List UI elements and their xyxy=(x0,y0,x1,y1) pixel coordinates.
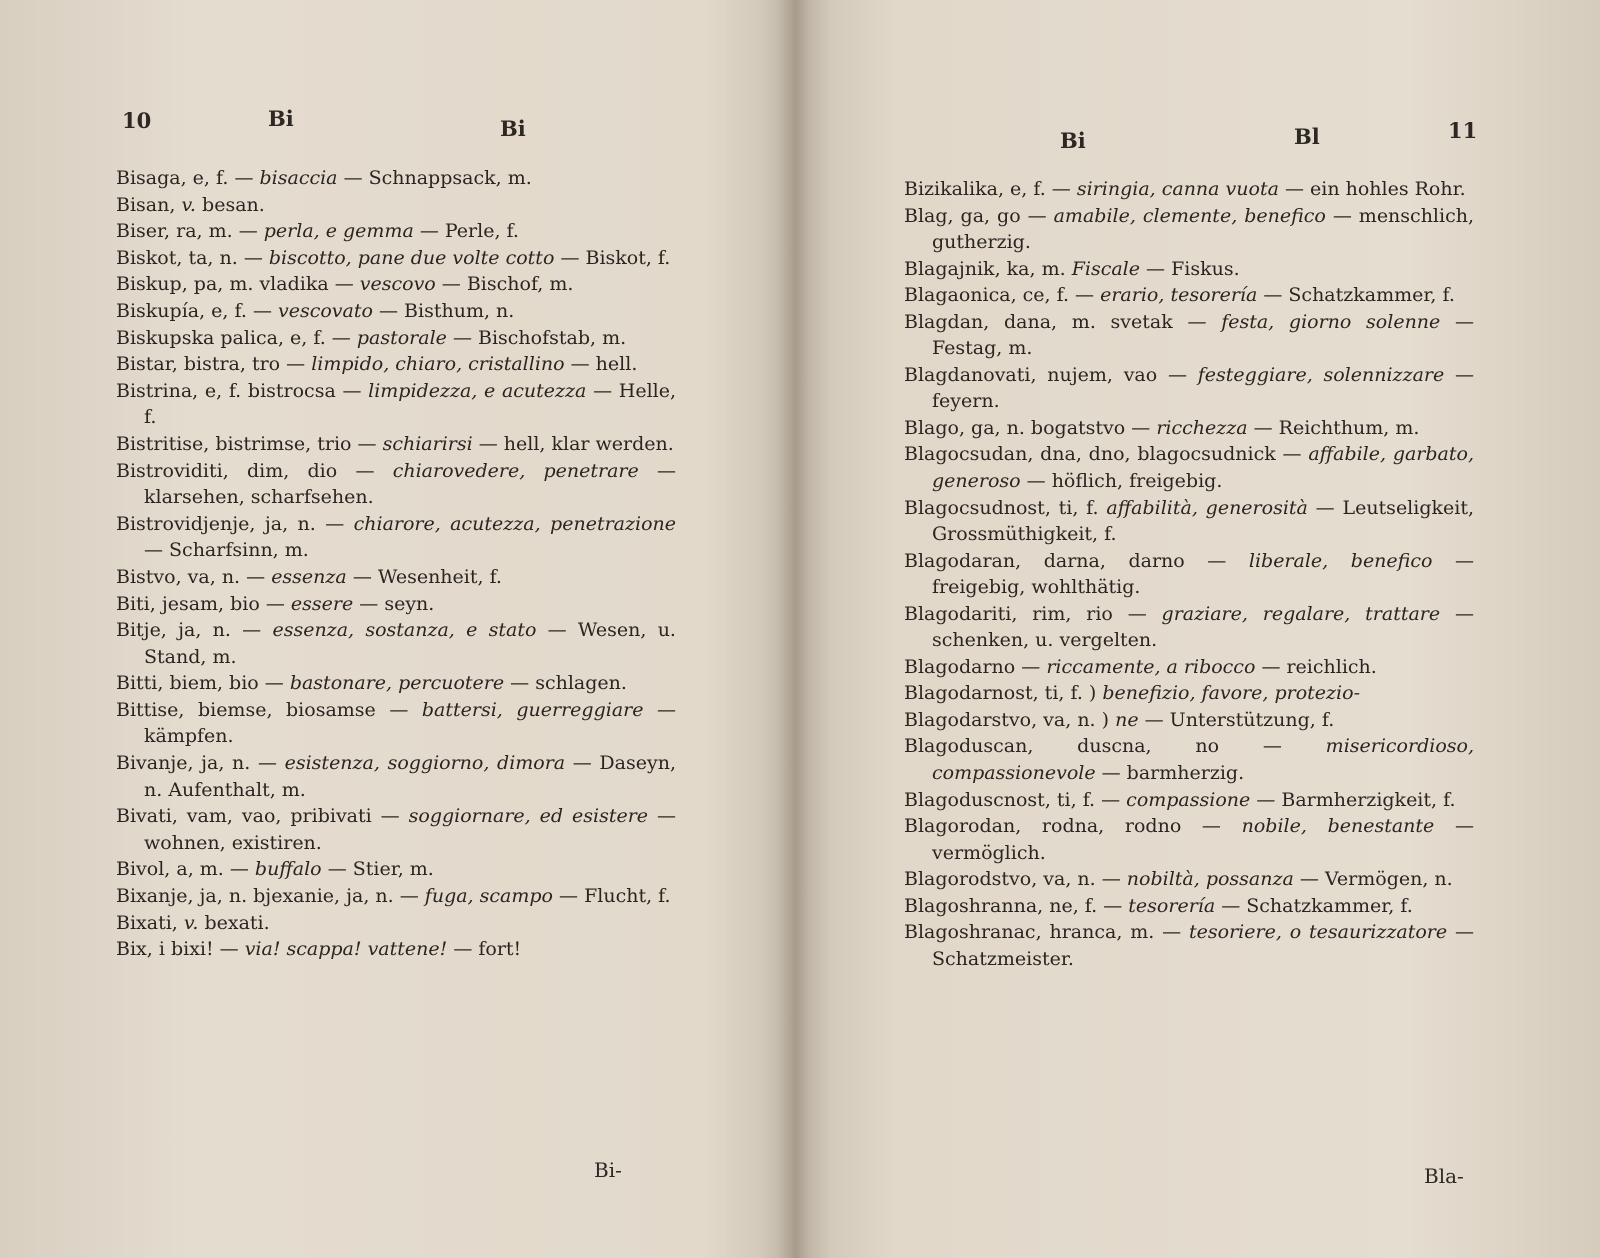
headword: Bixati, xyxy=(116,911,178,934)
dictionary-entry xyxy=(116,431,676,458)
headword: Bisan, xyxy=(116,193,176,216)
german-gloss: — feyern. xyxy=(932,363,1474,413)
dictionary-entry xyxy=(116,883,676,910)
italian-gloss: biscotto, pane due volte cotto xyxy=(268,246,555,269)
catchword: Bi- xyxy=(594,1158,622,1182)
italian-gloss: benefizio, favore, protezio- xyxy=(1102,682,1360,705)
headword: Bitje, ja, n. — xyxy=(116,619,262,642)
headword: Blagoshranna, ne, f. — xyxy=(904,894,1123,917)
italian-gloss: battersi, guerreggiare xyxy=(421,698,644,721)
italian-gloss: via! scappa! vattene! xyxy=(244,938,448,961)
german-gloss: — Bisthum, n. xyxy=(379,299,515,322)
dictionary-entry xyxy=(904,415,1474,442)
german-gloss: — Fiskus. xyxy=(1146,257,1240,280)
headword: Bixanje, ja, n. bjexanie, ja, n. — xyxy=(116,885,419,908)
dictionary-entry xyxy=(116,936,676,963)
dictionary-entry xyxy=(904,919,1474,972)
italian-gloss: festeggiare, solennizzare xyxy=(1197,363,1445,386)
headword: Bistroviditi, dim, dio — xyxy=(116,459,375,482)
dictionary-entry xyxy=(904,203,1474,256)
italian-gloss: misericordioso, compassionevole xyxy=(932,735,1474,785)
german-gloss: — Schatzkammer, f. xyxy=(1221,894,1413,917)
right-page xyxy=(796,0,1600,1258)
german-gloss: — kämpfen. xyxy=(144,698,677,748)
headword: Bistrina, e, f. bistrocsa — xyxy=(116,379,362,402)
italian-gloss: tesorería xyxy=(1128,894,1216,917)
headword: Blag, ga, go — xyxy=(904,204,1047,227)
german-gloss: — Schnappsack, m. xyxy=(343,167,532,189)
headword: Biskupía, e, f. — xyxy=(116,299,272,322)
dictionary-entry xyxy=(904,707,1474,734)
german-gloss: — ein hohles Rohr. xyxy=(1284,178,1466,200)
headword: Biskup, pa, m. vladika — xyxy=(116,273,354,296)
headword: Blagdan, dana, m. svetak — xyxy=(904,310,1207,333)
german-gloss: — Scharfsinn, m. xyxy=(144,539,309,562)
headword: Biser, ra, m. — xyxy=(116,220,258,243)
italian-gloss: festa, giorno solenne xyxy=(1221,310,1441,333)
dictionary-entry xyxy=(116,910,676,937)
italian-gloss: siringia, canna vuota xyxy=(1076,178,1279,200)
italian-gloss: soggiornare, ed esistere xyxy=(408,805,649,828)
dictionary-entry xyxy=(116,750,676,803)
italian-gloss: amabile, clemente, benefico xyxy=(1053,204,1326,227)
headword: Blagoduscan, duscna, no — xyxy=(904,735,1282,758)
dictionary-entry xyxy=(904,866,1474,893)
headword: Blagodarno — xyxy=(904,655,1041,678)
dictionary-entry xyxy=(904,548,1474,601)
headword: Blagoduscnost, ti, f. — xyxy=(904,788,1121,811)
dictionary-entry xyxy=(904,813,1474,866)
german-gloss: — hell. xyxy=(570,353,638,376)
german-gloss: — Perle, f. xyxy=(419,220,519,243)
headword: Bizikalika, e, f. — xyxy=(904,178,1071,200)
italian-gloss: riccamente, a ribocco xyxy=(1046,655,1256,678)
german-gloss: — reichlich. xyxy=(1261,655,1377,678)
headword: Blagodarnost, ti, f. ) xyxy=(904,682,1097,705)
italian-gloss: vescovato xyxy=(278,299,373,322)
italian-gloss: Fiscale xyxy=(1071,257,1140,280)
running-head-left: Bi xyxy=(1060,128,1086,153)
italian-gloss: perla, e gemma xyxy=(263,220,414,243)
dictionary-entry xyxy=(116,670,676,697)
dictionary-entry xyxy=(116,803,676,856)
italian-gloss: bastonare, percuotere xyxy=(289,672,505,695)
catchword: Bla- xyxy=(1424,1164,1464,1188)
italian-gloss: affabile, garbato, generoso xyxy=(932,443,1474,493)
entry-list xyxy=(116,165,676,963)
dictionary-entry xyxy=(116,697,676,750)
dictionary-entry xyxy=(116,591,676,618)
german-gloss: — menschlich, gutherzig. xyxy=(932,204,1474,254)
dictionary-entry xyxy=(904,282,1474,309)
german-gloss: — Festag, m. xyxy=(932,310,1475,360)
german-gloss: — schenken, u. vergelten. xyxy=(932,602,1474,652)
headword: Blagdanovati, nujem, vao — xyxy=(904,363,1187,386)
german-gloss: — Barmherzigkeit, f. xyxy=(1256,788,1456,811)
running-head-left: Bi xyxy=(268,106,294,131)
headword: Blagajnik, ka, m. xyxy=(904,257,1066,280)
italian-gloss: nobile, benestante xyxy=(1241,815,1435,838)
german-gloss: — Schatzkammer, f. xyxy=(1263,284,1455,307)
dictionary-entry xyxy=(116,617,676,670)
headword: Biskot, ta, n. — xyxy=(116,246,263,269)
italian-gloss: pastorale xyxy=(356,326,447,349)
headword: Blagodariti, rim, rio — xyxy=(904,602,1147,625)
entry-list xyxy=(904,176,1474,972)
italian-gloss: essenza, sostanza, e stato xyxy=(272,619,537,642)
headword: Blagodaran, darna, darno — xyxy=(904,549,1227,572)
dictionary-entry xyxy=(904,495,1474,548)
headword: Bix, i bixi! — xyxy=(116,938,239,961)
italian-gloss: essere xyxy=(290,592,354,615)
italian-gloss: buffalo xyxy=(254,858,322,881)
italian-gloss: chiarovedere, penetrare xyxy=(392,459,639,482)
german-gloss: — Wesenheit, f. xyxy=(352,565,502,588)
italian-gloss: v. xyxy=(181,193,196,216)
italian-gloss: esistenza, soggiorno, dimora xyxy=(284,752,566,775)
dictionary-entry xyxy=(116,245,676,272)
dictionary-entry xyxy=(904,256,1474,283)
italian-gloss: erario, tesorería xyxy=(1100,284,1258,307)
headword: Bitti, biem, bio — xyxy=(116,672,284,695)
german-gloss: — Unterstützung, f. xyxy=(1144,708,1335,731)
headword: Blagodarstvo, va, n. ) xyxy=(904,708,1110,731)
dictionary-entry xyxy=(116,271,676,298)
german-gloss: — vermöglich. xyxy=(932,815,1474,864)
italian-gloss: chiarore, acutezza, penetrazione xyxy=(353,512,676,535)
headword: Blagoshranac, hranca, m. — xyxy=(904,921,1182,944)
dictionary-entry xyxy=(116,218,676,245)
german-gloss: — Leutseligkeit, Grossmüthigkeit, f. xyxy=(932,496,1475,546)
italian-gloss: schiarirsi xyxy=(382,432,473,455)
italian-gloss: ricchezza xyxy=(1156,416,1248,439)
dictionary-entry xyxy=(904,362,1474,415)
german-gloss: — freigebig, wohlthätig. xyxy=(932,549,1474,599)
dictionary-entry xyxy=(904,441,1474,494)
german-gloss: — Biskot, f. xyxy=(560,246,671,269)
page-number: 11 xyxy=(1448,118,1478,143)
headword: Bisaga, e, f. — xyxy=(116,167,254,189)
headword: Bistrovidjenje, ja, n. — xyxy=(116,512,345,535)
dictionary-entry xyxy=(904,309,1474,362)
headword: Bistvo, va, n. — xyxy=(116,565,266,588)
italian-gloss: tesoriere, o tesaurizzatore xyxy=(1189,921,1448,944)
dictionary-entry xyxy=(116,298,676,325)
german-gloss: — Vermögen, n. xyxy=(1299,868,1453,891)
german-gloss: — hell, klar werden. xyxy=(478,432,674,455)
headword: Biskupska palica, e, f. — xyxy=(116,326,351,349)
headword: Blagorodan, rodna, rodno — xyxy=(904,815,1221,838)
german-gloss: — Daseyn, n. Aufenthalt, m. xyxy=(144,752,676,801)
german-gloss: — Bischof, m. xyxy=(441,273,574,296)
headword: Bivol, a, m. — xyxy=(116,858,249,881)
italian-gloss: liberale, benefico xyxy=(1248,549,1433,572)
italian-gloss: bisaccia xyxy=(259,167,338,189)
german-gloss: — Helle, f. xyxy=(144,379,677,429)
german-gloss: — klarsehen, scharfsehen. xyxy=(144,459,677,509)
headword: Blago, ga, n. bogatstvo — xyxy=(904,416,1151,439)
german-gloss: — fort! xyxy=(453,938,522,961)
left-page xyxy=(0,0,796,1258)
dictionary-entry xyxy=(116,458,676,511)
headword: Bittise, biemse, biosamse — xyxy=(116,698,409,721)
headword: Biti, jesam, bio — xyxy=(116,592,285,615)
headword: Bivati, vam, vao, pribivati — xyxy=(116,805,400,828)
german-gloss: — höflich, freigebig. xyxy=(1026,470,1223,493)
german-gloss: — schlagen. xyxy=(510,672,627,695)
dictionary-entry xyxy=(116,378,676,431)
dictionary-entry xyxy=(904,893,1474,920)
italian-gloss: v. xyxy=(183,911,199,934)
italian-gloss: affabilità, generosità xyxy=(1106,496,1308,519)
german-gloss: — Schatzmeister. xyxy=(932,921,1475,970)
dictionary-entry xyxy=(116,325,676,352)
page-number: 10 xyxy=(122,108,152,133)
running-head-right: Bl xyxy=(1294,124,1320,149)
dictionary-entry xyxy=(904,733,1474,786)
italian-gloss: vescovo xyxy=(359,273,436,296)
german-gloss: besan. xyxy=(202,193,265,216)
headword: Blagocsudan, dna, dno, blagocsudnick — xyxy=(904,443,1302,466)
dictionary-entry xyxy=(116,856,676,883)
italian-gloss: essenza xyxy=(271,565,347,588)
dictionary-entry xyxy=(904,654,1474,681)
german-gloss: — Flucht, f. xyxy=(559,885,671,908)
italian-gloss: compassione xyxy=(1126,788,1251,811)
italian-gloss: nobiltà, possanza xyxy=(1126,868,1294,891)
dictionary-entry xyxy=(904,176,1474,203)
dictionary-entry xyxy=(116,192,676,219)
dictionary-entry xyxy=(116,564,676,591)
headword: Blagorodstvo, va, n. — xyxy=(904,868,1121,891)
german-gloss: — Bischofstab, m. xyxy=(452,326,627,349)
headword: Blagaonica, ce, f. — xyxy=(904,284,1095,307)
german-gloss: bexati. xyxy=(204,911,270,934)
italian-gloss: ne xyxy=(1115,708,1139,731)
running-head-right: Bi xyxy=(500,116,526,141)
italian-gloss: limpidezza, e acutezza xyxy=(368,379,587,402)
dictionary-entry xyxy=(904,787,1474,814)
italian-gloss: limpido, chiaro, cristallino xyxy=(311,353,565,376)
german-gloss: — seyn. xyxy=(359,592,435,615)
dictionary-entry xyxy=(116,351,676,378)
german-gloss: — Stier, m. xyxy=(327,858,434,881)
dictionary-entry xyxy=(904,680,1474,707)
italian-gloss: fuga, scampo xyxy=(424,885,553,908)
dictionary-entry xyxy=(116,165,676,192)
headword: Blagocsudnost, ti, f. xyxy=(904,496,1099,519)
german-gloss: — Reichthum, m. xyxy=(1253,416,1420,439)
italian-gloss: graziare, regalare, trattare xyxy=(1161,602,1441,625)
german-gloss: — Wesen, u. Stand, m. xyxy=(144,619,676,668)
headword: Bistritise, bistrimse, trio — xyxy=(116,432,377,455)
german-gloss: — wohnen, existiren. xyxy=(144,805,676,854)
headword: Bistar, bistra, tro — xyxy=(116,353,306,376)
dictionary-entry xyxy=(116,511,676,564)
german-gloss: — barmherzig. xyxy=(1101,762,1245,785)
dictionary-entry xyxy=(904,601,1474,654)
headword: Bivanje, ja, n. — xyxy=(116,752,277,775)
